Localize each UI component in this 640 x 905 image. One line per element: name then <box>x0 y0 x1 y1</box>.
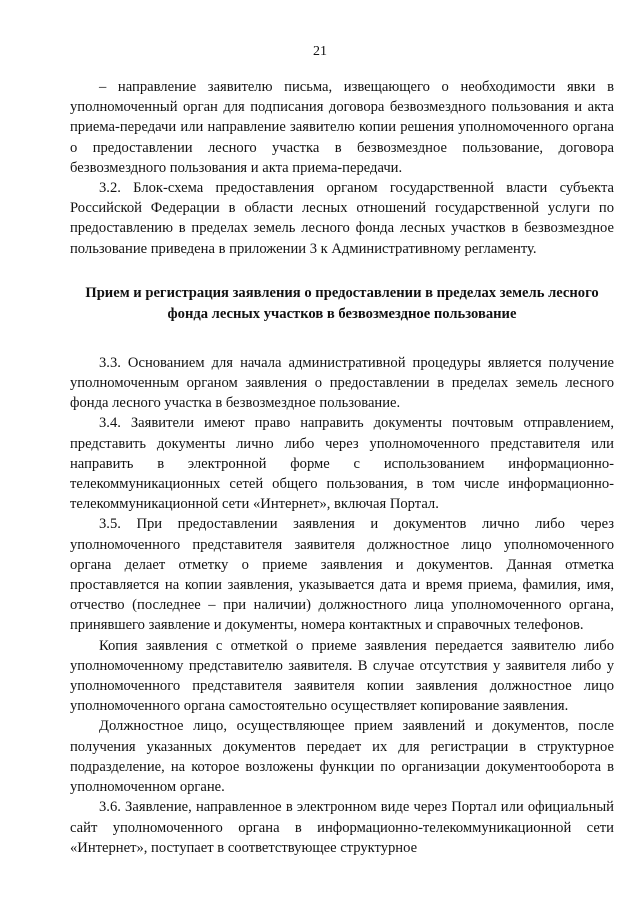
section-heading: Прием и регистрация заявления о предоставлении в пределах земель лесного фонда лесных участков в безвозмездное пользование <box>85 284 599 322</box>
paragraph-3-4: 3.4. Заявители имеют право направить документы почтовым отправлением, представить документы лично либо через уполномоченного представителя или направить в электронной форме с использованием информационно-телекоммуникационных сетей общего пользования, в том числе информационно-телекоммуникационной сети «Интернет», включая Портал. <box>70 415 614 513</box>
paragraph-official-registration: Должностное лицо, осуществляющее прием заявлений и документов, после получения указанных документов передает их для регистрации в структурное подразделение, на которое возложены функции по организации документооборота в уполномоченном органе. <box>70 718 614 796</box>
paragraph-3-3: 3.3. Основанием для начала административной процедуры является получение уполномоченным органом заявления о предоставлении в пределах земель лесного фонда лесного участка в безвозмездное пользование. <box>70 354 614 412</box>
paragraph-3-5: 3.5. При предоставлении заявления и документов лично либо через уполномоченного представителя заявителя должностное лицо уполномоченного органа делает отметку о приеме заявления и документов. Данная отметка проставляется на копии заявления, указывается дата и время приема, фамилия, имя, отчество (последнее – при наличии) должностного лица уполномоченного органа, принявшего заявление и документы, номера контактных и справочных телефонов. <box>70 516 614 634</box>
paragraph-3-2: 3.2. Блок-схема предоставления органом государственной власти субъекта Российской Федерации в области лесных отношений государственной услуги по предоставлению в пределах земель лесного фонда лесных участков в безвозмездное пользование приведена в приложении 3 к Административному регламенту. <box>70 180 614 257</box>
document-body <box>70 77 614 858</box>
paragraph-3-6: 3.6. Заявление, направленное в электронном виде через Портал или официальный сайт уполномоченного органа в информационно-телекоммуникационной сети «Интернет», поступает в соответствующее структурное <box>70 799 614 856</box>
paragraph-application-copy: Копия заявления с отметкой о приеме заявления передается заявителю либо уполномоченному представителю заявителя. В случае отсутствия у заявителя либо у уполномоченного представителя заявителя копии заявления должностное лицо уполномоченного органа самостоятельно осуществляет копирование заявления. <box>70 637 614 715</box>
paragraph-notification-item: – направление заявителю письма, извещающего о необходимости явки в уполномоченный орган для подписания договора безвозмездного пользования и акта приема-передачи или направление заявителю копии решения уполномоченного органа о предоставлении лесного участка в безвозмездное пользование, договора безвозмездного пользования и акта приема-передачи. <box>70 79 614 176</box>
page-number: 21 <box>313 44 327 59</box>
